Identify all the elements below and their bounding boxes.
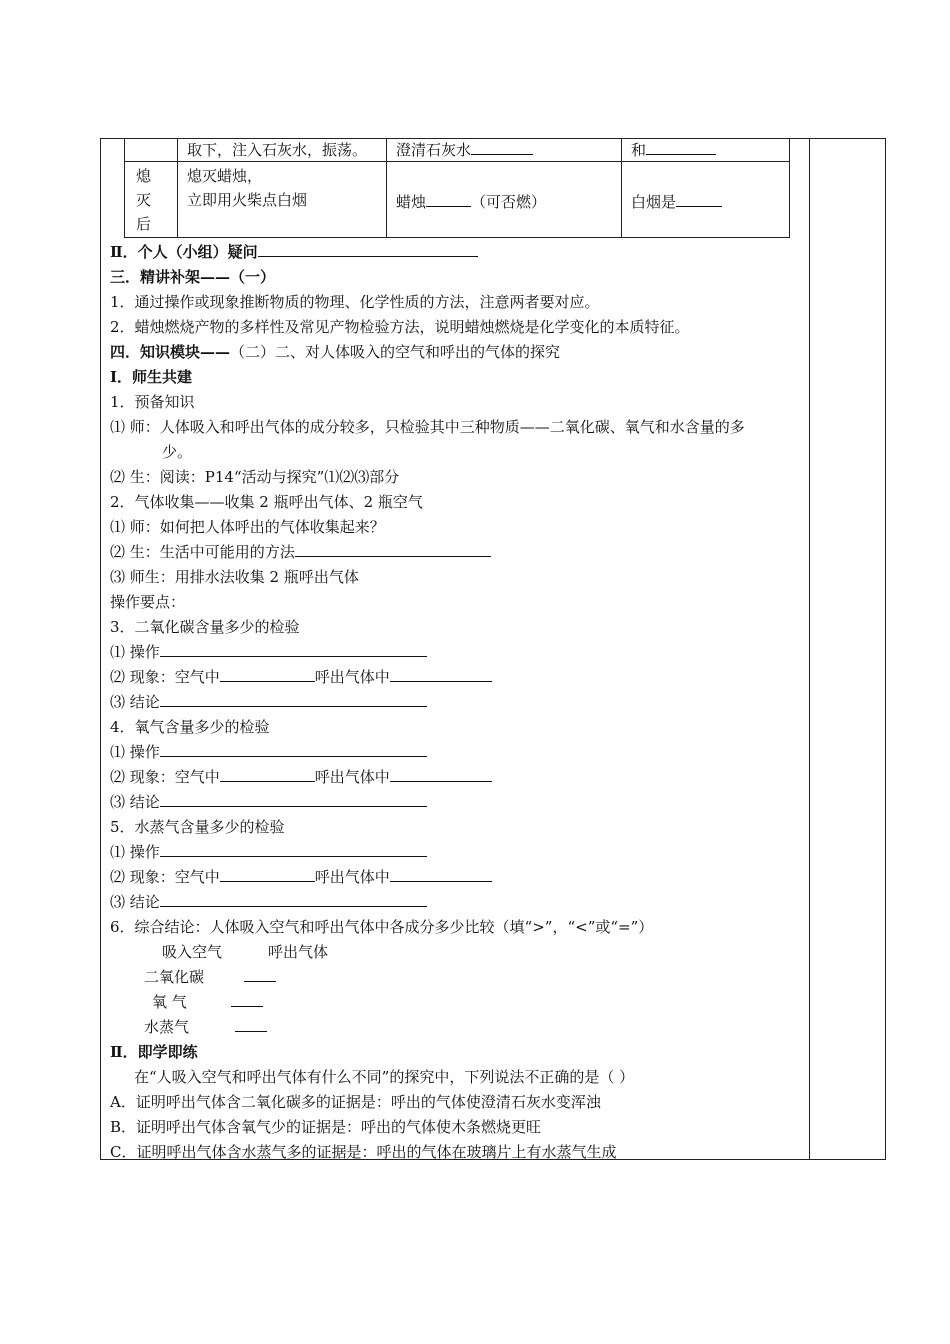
co2-operation: ⑴ 操作 (110, 640, 427, 664)
table-col-divider (177, 138, 178, 237)
co2-conclusion: ⑶ 结论 (110, 690, 427, 714)
row2-conclusion: 白烟是 (631, 190, 722, 214)
practice-option-b: B．证明呼出气体含氧气少的证据是：呼出的气体使木条燃烧更旺 (110, 1118, 542, 1136)
row1-operation: 取下，注入石灰水，振荡。 (187, 141, 368, 159)
experiment-table (124, 138, 790, 238)
table-col-divider (386, 138, 387, 237)
co2-phenomenon: ⑵ 现象：空气中 呼出气体中 (110, 665, 492, 689)
row2-operation: 熄灭蜡烛， 立即用火柴点白烟 (187, 167, 308, 209)
prep-item-2: ⑵ 生：阅读：P14“活动与探究”⑴⑵⑶部分 (110, 468, 400, 486)
h2o-operation: ⑴ 操作 (110, 840, 427, 864)
collect-title: 2．气体收集——收集 2 瓶呼出气体、2 瓶空气 (110, 493, 423, 511)
o2-operation: ⑴ 操作 (110, 740, 427, 764)
collect-item-3: ⑶ 师生：用排水法收集 2 瓶呼出气体 (110, 568, 359, 586)
row2-stage: 熄 灭 后 (136, 167, 152, 233)
table-col-divider (621, 138, 622, 237)
h2o-title: 5．水蒸气含量多少的检验 (110, 818, 285, 836)
sec4-subtitle: Ⅰ．师生共建 (110, 368, 193, 386)
collect-item-1: ⑴ 师：如何把人体呼出的气体收集起来？ (110, 518, 385, 536)
h2o-phenomenon: ⑵ 现象：空气中 呼出气体中 (110, 865, 492, 889)
prep-item-1: ⑴ 师：人体吸入和呼出气体的成分较多，只检验其中三种物质——二氧化碳、氧气和水含量的多 (110, 418, 745, 436)
gas-o2-row: 氧 气 (152, 990, 263, 1014)
gas-h2o-row: 水蒸气 (144, 1015, 267, 1039)
doubt-heading: Ⅱ．个人（小组）疑问 (110, 240, 478, 264)
o2-phenomenon: ⑵ 现象：空气中 呼出气体中 (110, 765, 492, 789)
right-column-divider (809, 138, 810, 1160)
o2-conclusion: ⑶ 结论 (110, 790, 427, 814)
row2-phenomenon: 蜡烛 （可否燃） (396, 190, 546, 214)
practice-question: 在“人吸入空气和呼出气体有什么不同”的探究中，下列说法不正确的是（ ） (134, 1068, 635, 1086)
practice-title: Ⅱ．即学即练 (110, 1043, 198, 1061)
h2o-conclusion: ⑶ 结论 (110, 890, 427, 914)
col-inhale: 吸入空气 (162, 943, 223, 961)
sec4-title: 四．知识模块——（二）二、对人体吸入的空气和呼出的气体的探究 (110, 343, 561, 361)
collect-item-2: ⑵ 生：生活中可能用的方法 (110, 540, 491, 564)
gas-co2-row: 二氧化碳 (144, 965, 276, 989)
row1-phenomenon: 澄清石灰水 (396, 138, 533, 162)
o2-title: 4．氧气含量多少的检验 (110, 718, 270, 736)
sec3-title: 三．精讲补架——（一） (110, 268, 276, 286)
co2-title: 3．二氧化碳含量多少的检验 (110, 618, 300, 636)
prep-title: 1．预备知识 (110, 393, 195, 411)
sec3-point-1: 1．通过操作或现象推断物质的物理、化学性质的方法，注意两者要对应。 (110, 293, 600, 311)
prep-item-1-cont: 少。 (162, 443, 193, 461)
practice-option-c: C．证明呼出气体含水蒸气多的证据是：呼出的气体在玻璃片上有水蒸气生成 (110, 1143, 617, 1161)
key-points: 操作要点： (110, 593, 186, 611)
row1-conclusion: 和 (631, 138, 716, 162)
col-exhale: 呼出气体 (268, 943, 329, 961)
summary-line: 6．综合结论：人体吸入空气和呼出气体中各成分多少比较（填“>”，“<”或“=”） (110, 918, 654, 936)
practice-option-a: A．证明呼出气体含二氧化碳多的证据是：呼出的气体使澄清石灰水变浑浊 (110, 1093, 601, 1111)
sec3-point-2: 2．蜡烛燃烧产物的多样性及常见产物检验方法，说明蜡烛燃烧是化学变化的本质特征。 (110, 318, 690, 336)
